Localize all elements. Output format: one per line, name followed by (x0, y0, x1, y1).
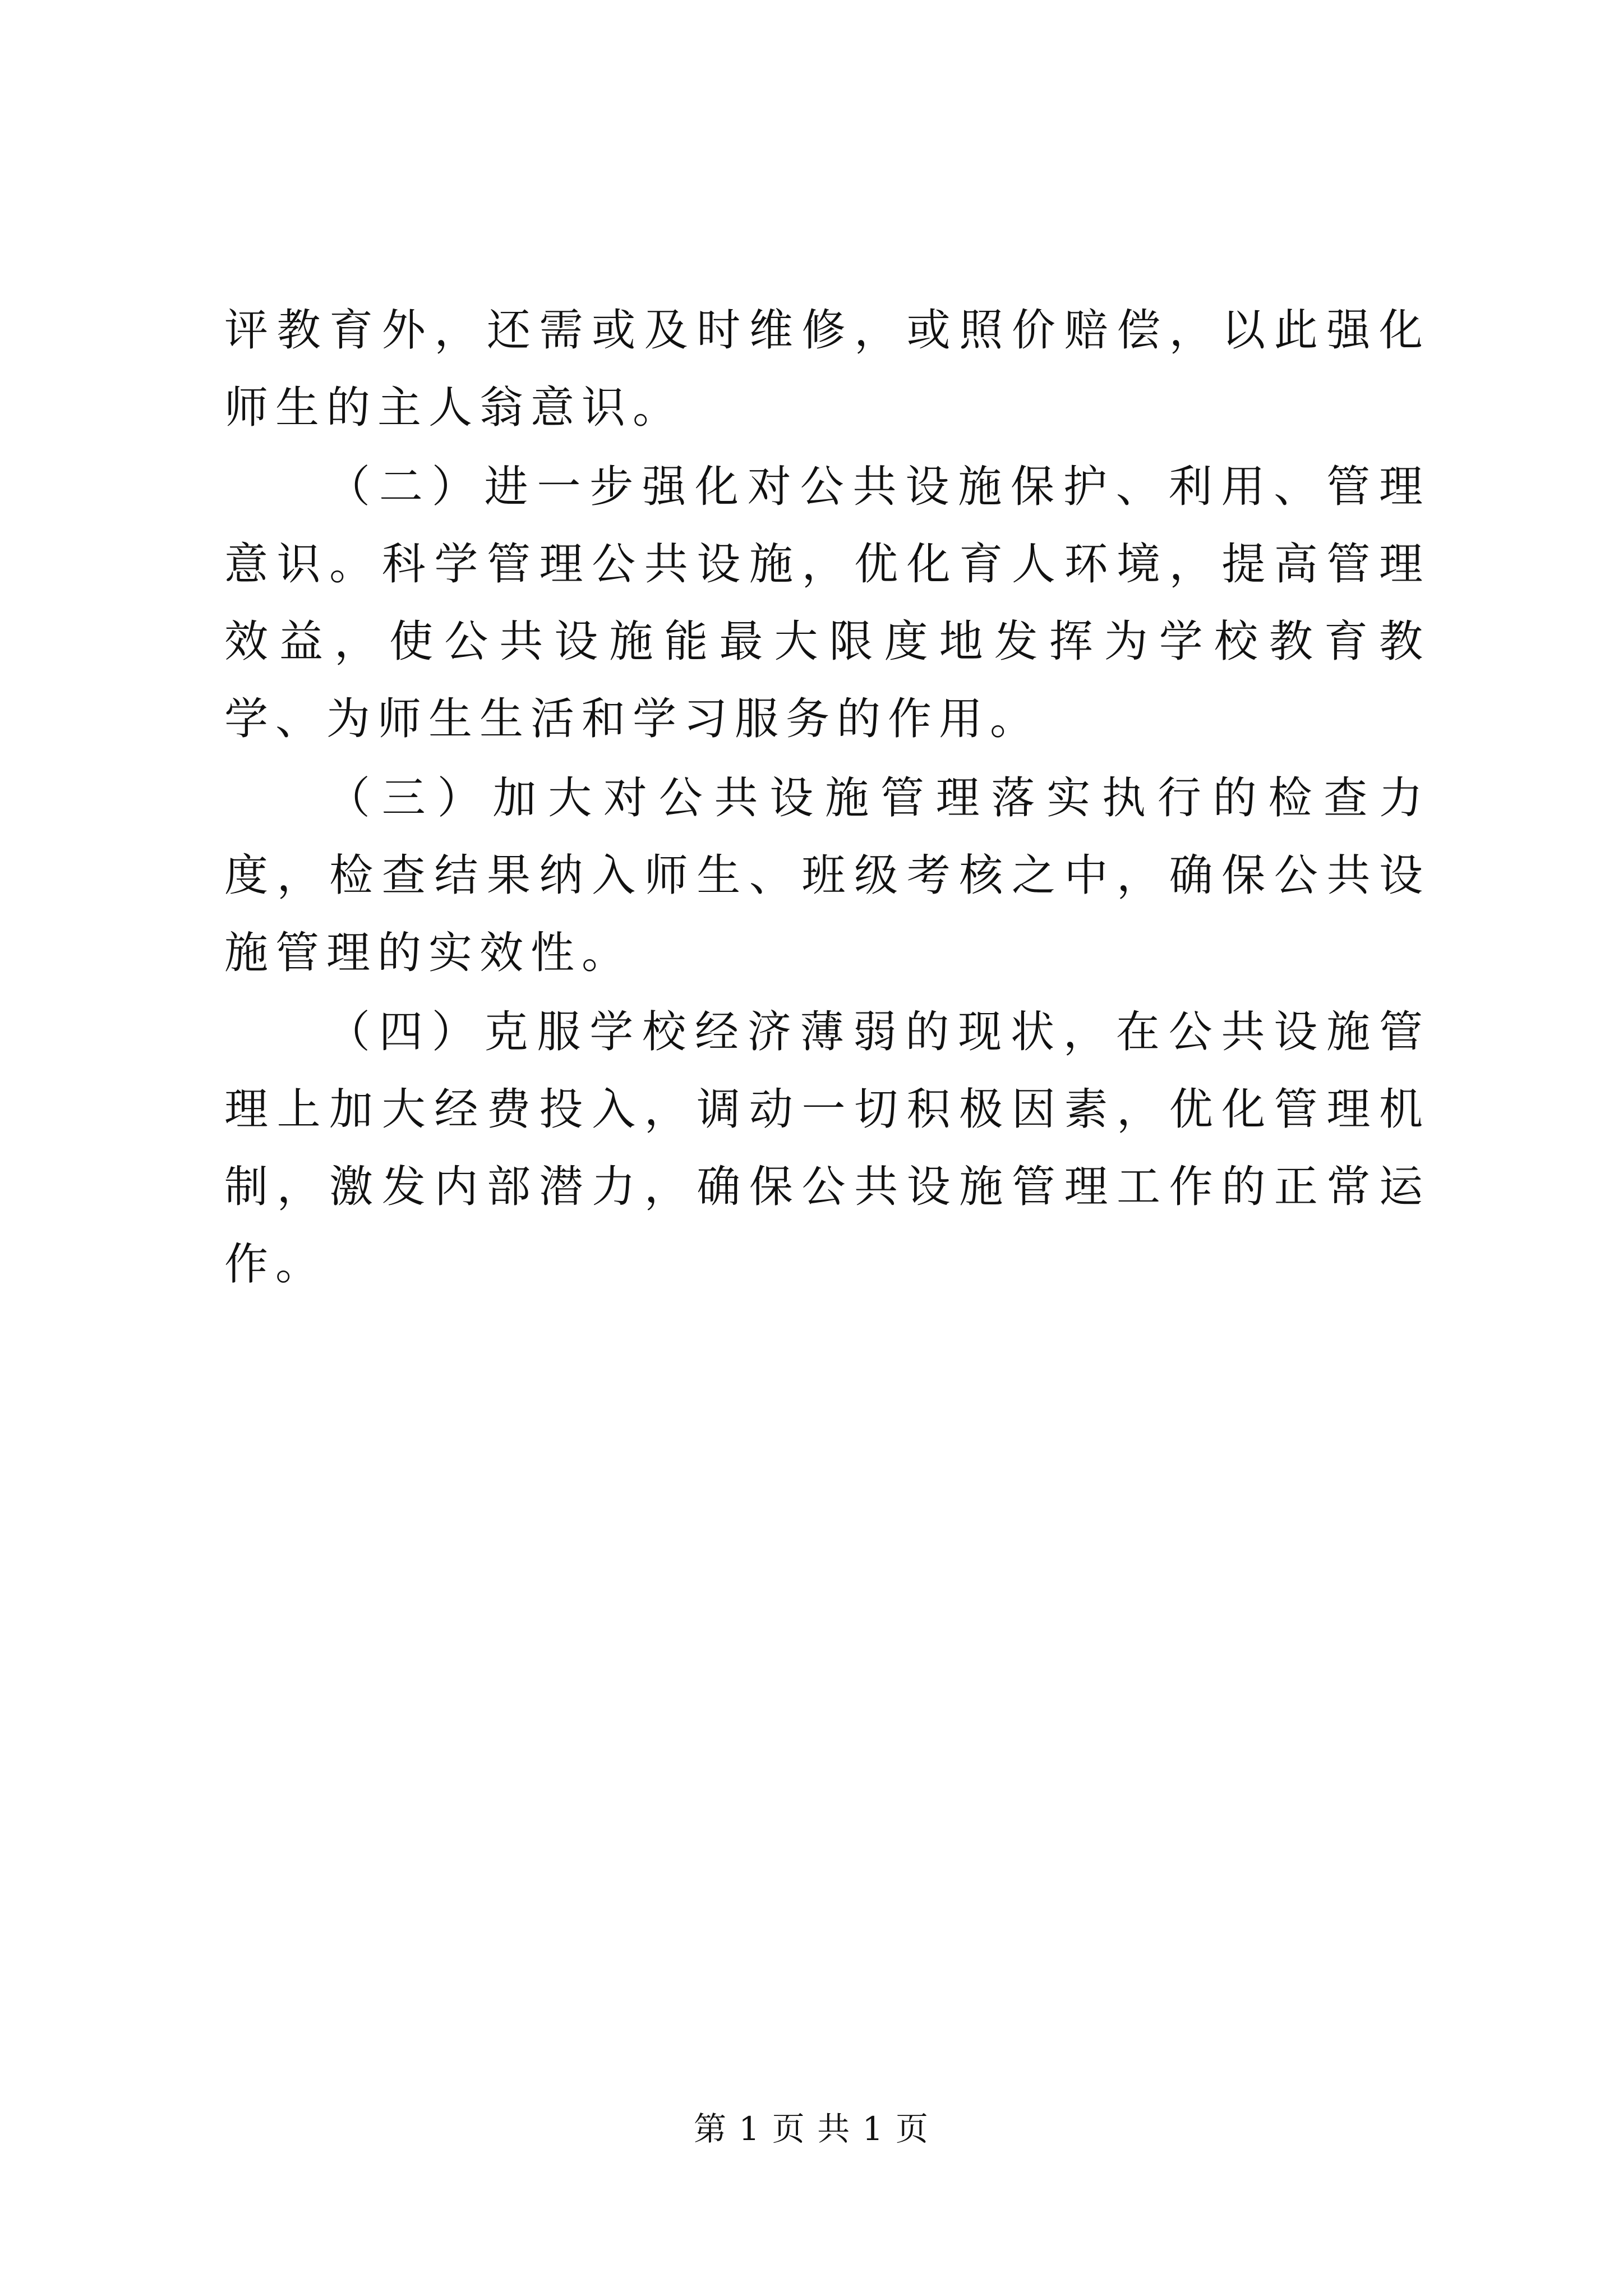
document-body (224, 292, 1430, 1305)
paragraph-continuation: 评教育外，还需或及时维修，或照价赔偿，以此强化师生的主人翁意识。 (224, 305, 1430, 433)
paragraph-3: （三）加大对公共设施管理落实执行的检查力度，检查结果纳入师生、班级考核之中，确保公共设施管理的实效性。 (224, 773, 1430, 978)
page-footer: 第 1 页 共 1 页 (694, 2110, 929, 2148)
paragraph-2: （二）进一步强化对公共设施保护、利用、管理意识。科学管理公共设施，优化育人环境，提高管理效益，使公共设施能最大限度地发挥为学校教育教学、为师生生活和学习服务的作用。 (224, 462, 1430, 744)
paragraph-4: （四）克服学校经济薄弱的现状，在公共设施管理上加大经费投入，调动一切积极因素，优化管理机制，激发内部潜力，确保公共设施管理工作的正常运作。 (224, 1007, 1430, 1290)
